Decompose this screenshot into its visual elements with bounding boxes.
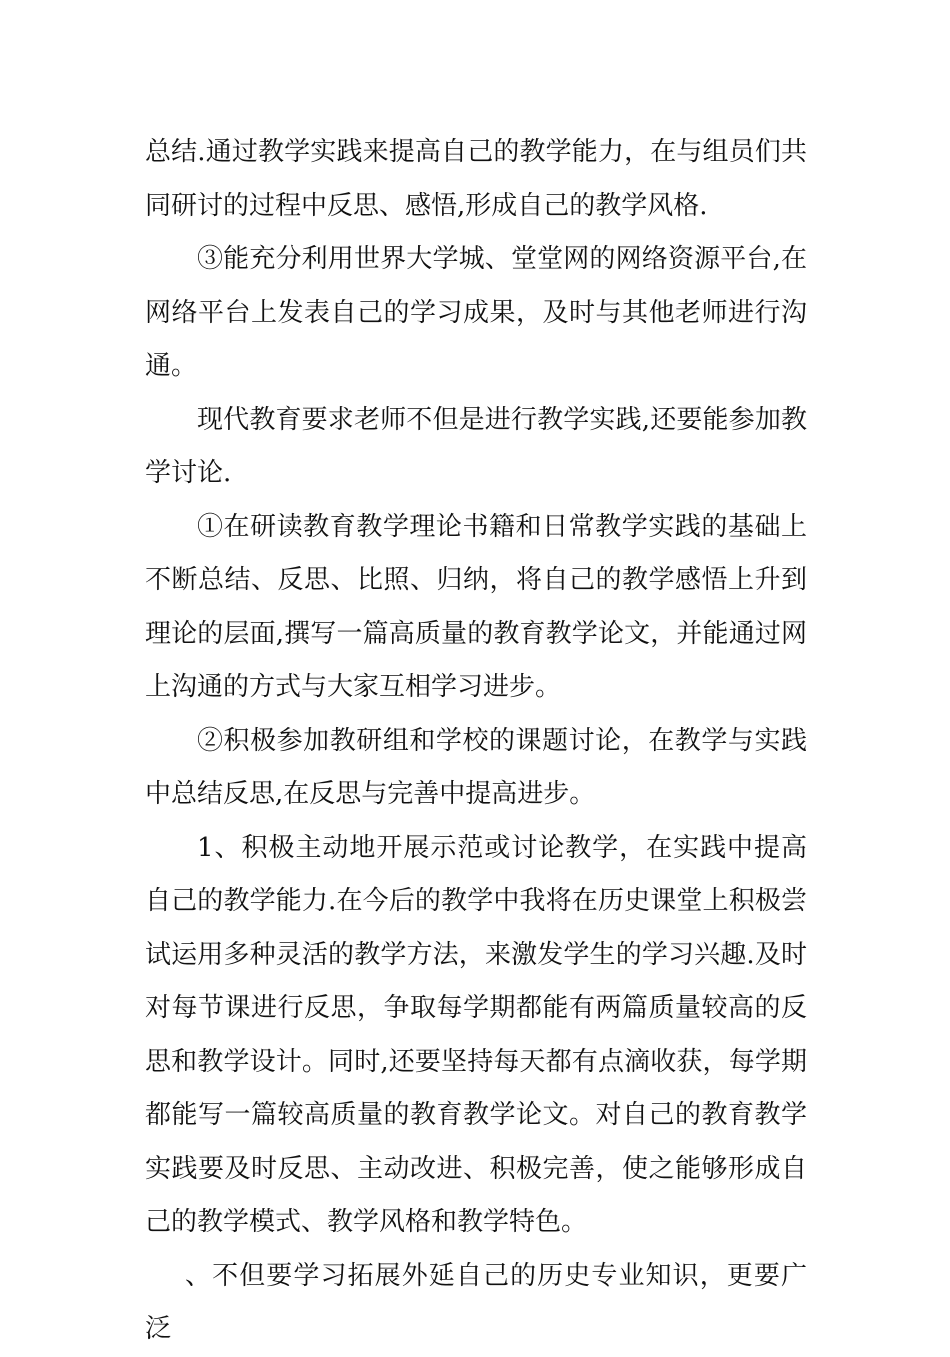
- paragraph-1: 总结.通过教学实践来提高自己的教学能力，在与组员们共同研讨的过程中反思、感悟,形成自己的教学风格.: [145, 137, 807, 221]
- paragraph-7: 、不但要学习拓展外延自己的历史专业知识，更要广泛: [145, 1260, 807, 1344]
- paragraph-6: 1、积极主动地开展示范或讨论教学，在实践中提高自己的教学能力.在今后的教学中我将在历史课堂上积极尝试运用多种灵活的教学方法，来激发学生的学习兴趣.及时对每节课进行反思，争取每学期都能有两篇质量较高的反思和教学设计。同时,还要坚持每天都有点滴收获，每学期都能写一篇较高质量的教育教学论文。对自己的教育教学实践要及时反思、主动改进、积极完善，使之能够形成自己的教学模式、教学风格和教学特色。: [145, 832, 807, 1237]
- paragraph-3: 现代教育要求老师不但是进行教学实践,还要能参加教学讨论.: [145, 404, 807, 488]
- document-body: [145, 126, 807, 1357]
- paragraph-4: ①在研读教育教学理论书籍和日常教学实践的基础上不断总结、反思、比照、归纳，将自己的教学感悟上升到理论的层面,撰写一篇高质量的教育教学论文，并能通过网上沟通的方式与大家互相学习进步。: [145, 511, 807, 702]
- paragraph-2: ③能充分利用世界大学城、堂堂网的网络资源平台,在网络平台上发表自己的学习成果，及时与其他老师进行沟通。: [145, 244, 807, 381]
- paragraph-5: ②积极参加教研组和学校的课题讨论，在教学与实践中总结反思,在反思与完善中提高进步。: [145, 725, 807, 809]
